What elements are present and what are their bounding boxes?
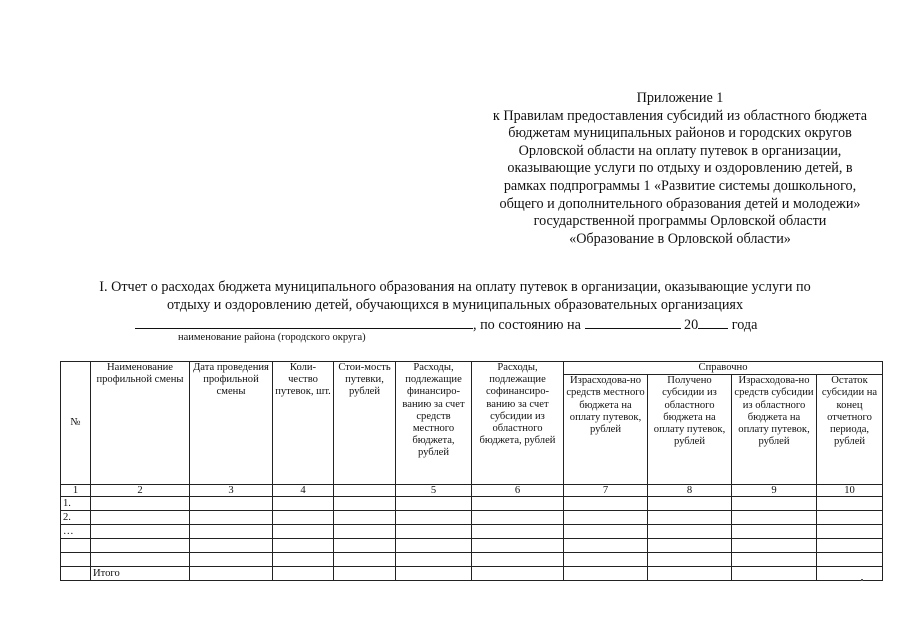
table-cell[interactable] <box>91 511 190 525</box>
table-cell[interactable] <box>190 497 273 511</box>
appendix-header <box>420 90 905 248</box>
table-cell[interactable] <box>564 539 648 553</box>
header-reference-group: Справочно <box>564 362 883 375</box>
report-title-line: отдыху и оздоровлению детей, обучающихся в муниципальных образовательных организациях <box>166 297 744 313</box>
table-cell[interactable] <box>648 525 732 539</box>
table-cell[interactable] <box>472 511 564 525</box>
table-cell[interactable] <box>91 525 190 539</box>
appendix-line: бюджетам муниципальных районов и городских округов <box>508 125 852 142</box>
table-cell[interactable] <box>334 539 396 553</box>
table-row <box>61 539 883 553</box>
table-cell[interactable] <box>273 511 334 525</box>
table-cell[interactable] <box>472 525 564 539</box>
appendix-line: общего и дополнительного образования детей и молодежи» <box>499 195 861 212</box>
row-number <box>61 539 91 553</box>
table-row <box>61 553 883 567</box>
header-subsidy-balance: Остаток субсидии на конец отчетного периода, рублей <box>817 375 883 485</box>
row-number: … <box>61 525 91 539</box>
table-cell[interactable] <box>396 553 472 567</box>
column-number: 5 <box>396 485 472 497</box>
column-number: 9 <box>732 485 817 497</box>
table-cell[interactable] <box>396 539 472 553</box>
report-table <box>60 361 883 581</box>
column-number: 10 <box>817 485 883 497</box>
table-cell[interactable] <box>648 539 732 553</box>
table-cell[interactable] <box>273 567 334 581</box>
header-shift-name: Наименование профильной смены <box>91 362 190 485</box>
table-cell[interactable] <box>334 497 396 511</box>
table-cell[interactable] <box>648 567 732 581</box>
table-cell[interactable] <box>396 567 472 581</box>
table-cell[interactable] <box>91 497 190 511</box>
year-prefix: 20 <box>684 317 699 333</box>
table-cell[interactable] <box>190 553 273 567</box>
table-cell[interactable] <box>817 525 883 539</box>
table-cell[interactable] <box>732 539 817 553</box>
table-cell[interactable] <box>91 553 190 567</box>
column-number: 7 <box>564 485 648 497</box>
column-number: 1 <box>61 485 91 497</box>
table-cell[interactable] <box>273 525 334 539</box>
table-cell[interactable] <box>190 511 273 525</box>
table-cell[interactable] <box>334 567 396 581</box>
table-cell[interactable] <box>732 567 817 581</box>
header-voucher-count: Коли-чество путевок, шт. <box>273 362 334 485</box>
header-no: № <box>61 362 91 485</box>
column-numbers-row <box>61 485 883 497</box>
appendix-line: рамках подпрограммы 1 «Развитие системы дошкольного, <box>503 177 857 194</box>
year-blank[interactable] <box>698 316 728 329</box>
total-row <box>61 567 883 581</box>
table-cell[interactable] <box>396 497 472 511</box>
row-number <box>61 553 91 567</box>
column-number: 6 <box>472 485 564 497</box>
table-cell[interactable] <box>472 567 564 581</box>
column-number <box>334 485 396 497</box>
table-cell[interactable] <box>817 553 883 567</box>
table-cell[interactable] <box>472 497 564 511</box>
table-cell[interactable] <box>396 511 472 525</box>
table-cell[interactable] <box>396 525 472 539</box>
table-cell[interactable] <box>732 553 817 567</box>
date-blank[interactable] <box>585 316 681 329</box>
header-shift-date: Дата проведения профильной смены <box>190 362 273 485</box>
column-number: 4 <box>273 485 334 497</box>
table-cell[interactable] <box>273 539 334 553</box>
appendix-line: «Образование в Орловской области» <box>569 230 791 247</box>
table-cell[interactable] <box>817 567 883 581</box>
column-number: 3 <box>190 485 273 497</box>
table-cell[interactable] <box>190 567 273 581</box>
table-cell[interactable] <box>190 539 273 553</box>
header-subsidy-received: Получено субсидии из областного бюджета на оплату путевок, рублей <box>648 375 732 485</box>
row-number: 2. <box>61 511 91 525</box>
appendix-line: Орловской области на оплату путевок в организации, <box>518 142 842 159</box>
row-number: 1. <box>61 497 91 511</box>
total-label: Итого <box>91 567 190 581</box>
appendix-line: государственной программы Орловской области <box>533 213 827 230</box>
header-local-spent: Израсходова-но средств местного бюджета на оплату путевок, рублей <box>564 375 648 485</box>
table-cell[interactable] <box>273 553 334 567</box>
district-name-blank[interactable] <box>135 316 473 329</box>
table-cell[interactable] <box>648 497 732 511</box>
report-title <box>40 278 870 314</box>
scan-speck <box>861 579 863 581</box>
appendix-line: Приложение 1 <box>636 90 724 106</box>
table-cell[interactable] <box>334 553 396 567</box>
header-local-budget-expenses: Расходы, подлежащие финансиро-ванию за счет средств местного бюджета, рублей <box>396 362 472 485</box>
table-cell[interactable] <box>732 525 817 539</box>
table-cell[interactable] <box>564 525 648 539</box>
table-cell[interactable] <box>648 553 732 567</box>
table-cell[interactable] <box>817 539 883 553</box>
table-cell[interactable] <box>817 511 883 525</box>
district-caption: наименование района (городского округа) <box>178 332 366 343</box>
table-cell[interactable] <box>472 553 564 567</box>
table-cell[interactable] <box>472 539 564 553</box>
header-voucher-cost: Стои-мость путевки, рублей <box>334 362 396 485</box>
table-row <box>61 497 883 511</box>
table-cell[interactable] <box>334 511 396 525</box>
year-word: года <box>731 317 758 333</box>
appendix-line: оказывающие услуги по отдыху и оздоровлению детей, в <box>507 160 853 177</box>
table-cell[interactable] <box>273 497 334 511</box>
table-cell[interactable] <box>334 525 396 539</box>
column-number: 2 <box>91 485 190 497</box>
table-cell[interactable] <box>564 497 648 511</box>
as-of-text: , по состоянию на <box>473 317 581 333</box>
appendix-line: к Правилам предоставления субсидий из областного бюджета <box>492 107 868 124</box>
table-cell[interactable] <box>91 539 190 553</box>
table-row <box>61 511 883 525</box>
table-cell[interactable] <box>732 497 817 511</box>
table-cell[interactable] <box>564 553 648 567</box>
table-row <box>61 525 883 539</box>
table-cell[interactable] <box>817 497 883 511</box>
column-number: 8 <box>648 485 732 497</box>
table-cell[interactable] <box>732 511 817 525</box>
header-subsidy-spent: Израсходова-но средств субсидии из областного бюджета на оплату путевок, рублей <box>732 375 817 485</box>
total-no-cell <box>61 567 91 581</box>
report-title-line: I. Отчет о расходах бюджета муниципального образования на оплату путевок в организации, оказывающие услуги по <box>99 279 811 295</box>
table-cell[interactable] <box>190 525 273 539</box>
table-cell[interactable] <box>648 511 732 525</box>
header-subsidy-cofinancing: Расходы, подлежащие софинансиро-ванию за счет субсидии из областного бюджета, рублей <box>472 362 564 485</box>
table-cell[interactable] <box>564 511 648 525</box>
table-cell[interactable] <box>564 567 648 581</box>
